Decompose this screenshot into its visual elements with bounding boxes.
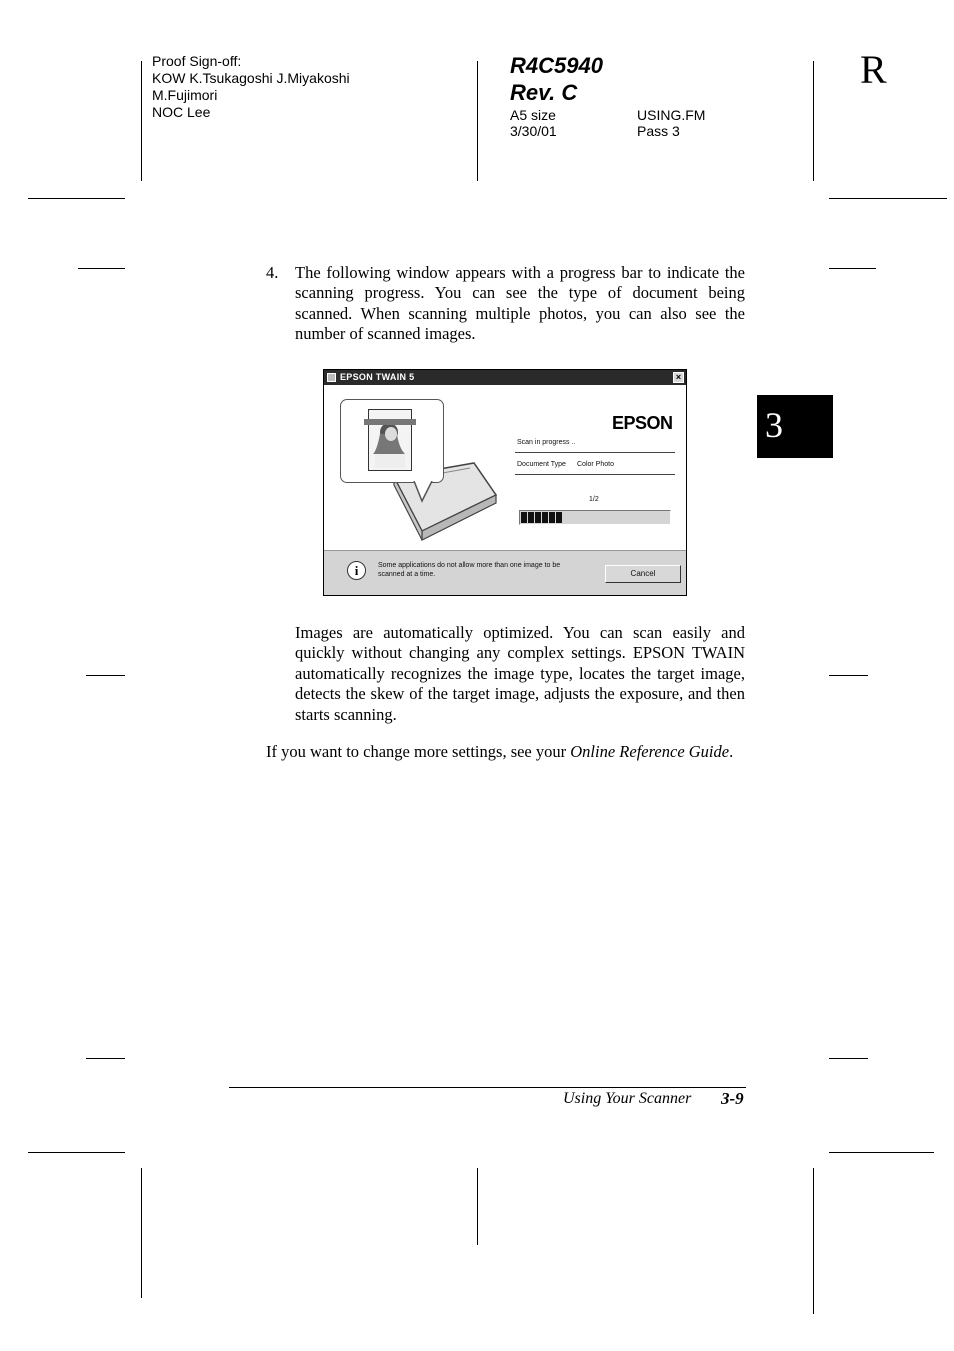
crop-mark [813,61,814,181]
pass: Pass 3 [637,123,680,139]
optimize-text: Images are automatically optimized. You can scan easily and quickly without changing any complex settings. EPSON TWAIN automatically recognizes the image type, locates the target image, detects the skew of the target image, adjusts the exposure, and then starts scanning. [295,623,745,724]
progress-fill [521,512,562,523]
proof-line: M.Fujimori [152,87,218,103]
footer-rule [229,1087,746,1088]
dialog-footer [324,550,686,595]
crop-mark [813,1168,814,1314]
crop-mark [829,1152,934,1153]
more-settings-text [266,742,736,762]
more-suffix: . [729,742,734,761]
scan-status: Scan in progress .. [517,439,576,446]
progress-block [556,512,562,523]
progress-block [521,512,527,523]
guide-title: Online Reference Guide [570,742,730,761]
dialog-content [324,385,686,550]
cancel-button[interactable]: Cancel [605,565,681,583]
bubble-tail [412,481,436,503]
crop-mark [829,675,868,676]
dialog-titlebar [324,370,686,385]
footer-section: Using Your Scanner [563,1090,692,1107]
crop-mark [86,1058,125,1059]
dialog-title: EPSON TWAIN 5 [340,372,415,382]
app-icon [327,373,336,382]
model-block [510,52,603,106]
crop-mark [477,1168,478,1245]
note-line: Some applications do not allow more than one image to be [378,562,561,569]
progress-block [528,512,534,523]
paper-size: A5 size [510,107,556,123]
crop-mark [141,1168,142,1298]
proof-line: KOW K.Tsukagoshi J.Miyakoshi [152,70,350,86]
progress-block [542,512,548,523]
step-number: 4. [266,263,279,282]
crop-mark [78,268,125,269]
crop-mark [829,1058,868,1059]
page-number: 3-9 [721,1089,744,1108]
close-button[interactable]: × [673,372,684,383]
document-type-value: Color Photo [577,461,614,468]
crop-mark [829,268,876,269]
date: 3/30/01 [510,123,557,139]
progress-block [535,512,541,523]
proof-line: NOC Lee [152,104,211,120]
proof-line: Proof Sign-off: [152,53,242,69]
document-type-label: Document Type [517,461,566,468]
crop-mark [28,198,125,199]
chapter-tab [757,395,833,458]
crop-mark [28,1152,125,1153]
crop-mark [477,61,478,181]
proof-signoff [152,53,350,121]
info-icon: i [347,561,366,580]
crop-mark [86,675,125,676]
more-prefix: If you want to change more settings, see your [266,742,567,761]
epson-twain-dialog [323,369,687,596]
divider [515,452,675,453]
progress-block [549,512,555,523]
model-number: R4C5940 [510,53,603,78]
chapter-number: 3 [765,405,783,445]
image-count: 1/2 [589,496,599,503]
corner-mark: R [860,47,887,92]
step-text: The following window appears with a progress bar to indicate the scanning progress. You can see the type of document being scanned. When scanning multiple photos, you can also see the number of scanned images. [295,263,745,344]
progress-bar [519,510,671,525]
divider [515,474,675,475]
note-line: scanned at a time. [378,571,436,578]
revision: Rev. C [510,80,578,105]
crop-mark [829,198,947,199]
crop-mark [141,61,142,181]
epson-logo: EPSON [612,413,673,433]
filename: USING.FM [637,107,706,123]
scan-line-icon [364,419,416,425]
